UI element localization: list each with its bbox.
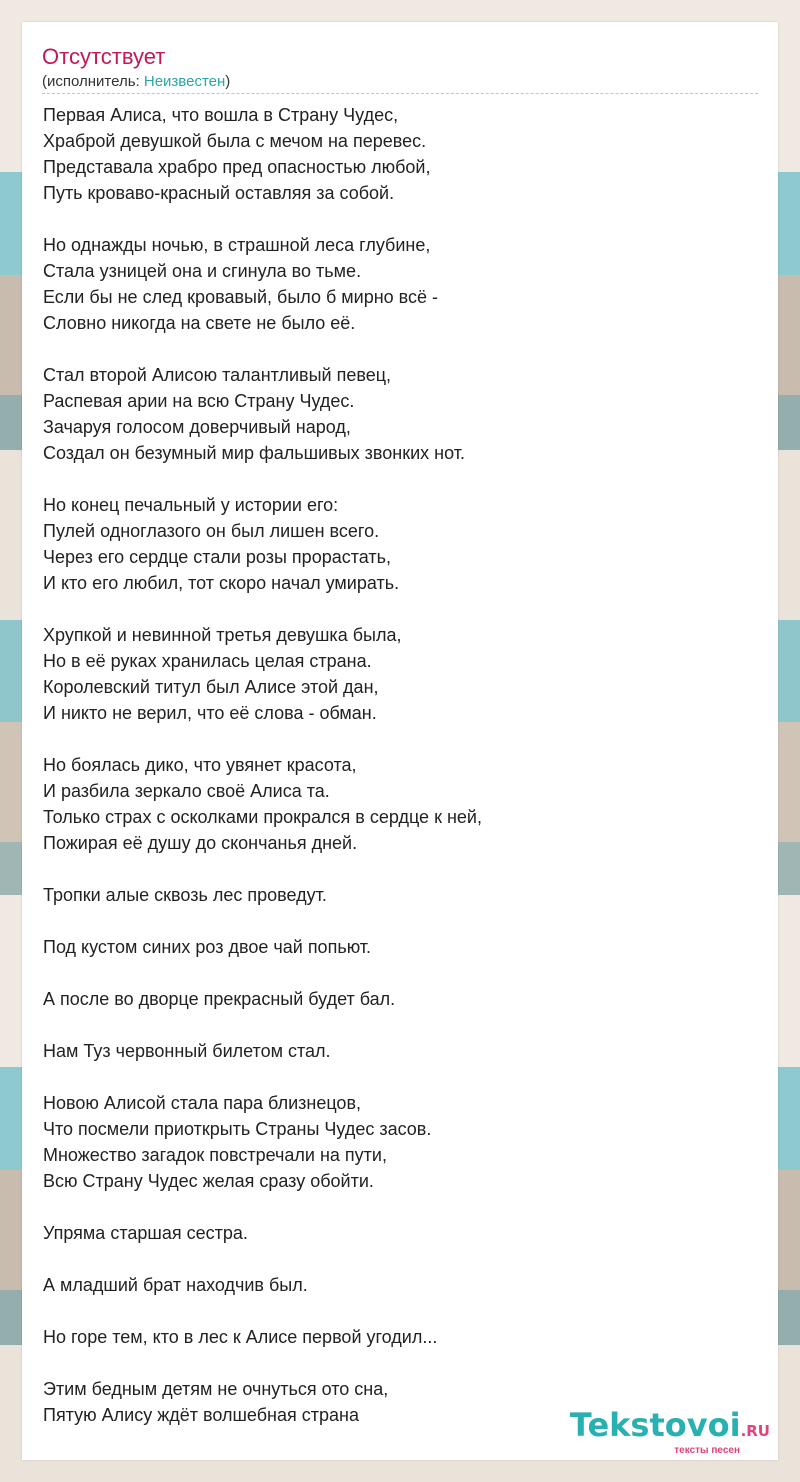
lyric-line: Пятую Алису ждёт волшебная страна	[43, 1405, 359, 1425]
lyric-line: Множество загадок повстречали на пути,	[43, 1145, 387, 1165]
artist-prefix: (исполнитель:	[42, 73, 144, 90]
lyric-line: Но конец печальный у истории его:	[43, 495, 339, 515]
lyric-line: Но в её руках хранилась целая страна.	[43, 651, 372, 671]
artist-link[interactable]: Неизвестен	[143, 73, 226, 90]
lyric-line: Если бы не след кровавый, было б мирно всё -	[43, 287, 439, 307]
lyric-line: Только страх с осколками прокрался в сердце к ней,	[43, 807, 482, 827]
stanza	[43, 1324, 758, 1350]
stanza	[43, 752, 758, 856]
lyric-line: Новою Алисой стала пара близнецов,	[43, 1093, 362, 1113]
logo-name: Tekstovoi	[569, 1406, 741, 1444]
stanza	[43, 362, 758, 466]
lyric-line: Создал он безумный мир фальшивых звонких нот.	[43, 443, 465, 463]
song-title: Отсутствует	[42, 44, 166, 69]
lyric-line: Стала узницей она и сгинула во тьме.	[43, 261, 362, 281]
artist-suffix: )	[225, 73, 231, 90]
lyric-line: А младший брат находчив был.	[43, 1275, 308, 1295]
lyric-line: Этим бедным детям не очнуться ото сна,	[43, 1379, 389, 1399]
stanza	[43, 492, 758, 596]
lyric-line: Всю Страну Чудес желая сразу обойти.	[43, 1171, 374, 1191]
lyric-line: Хрупкой и невинной третья девушка была,	[43, 625, 402, 645]
lyrics-text	[43, 102, 758, 1454]
logo-tagline: тексты песен	[674, 1445, 740, 1456]
lyric-line: Храброй девушкой была с мечом на перевес.	[43, 131, 427, 151]
lyric-line: Нам Туз червонный билетом стал.	[43, 1041, 331, 1061]
lyric-line: Путь кроваво-красный оставляя за собой.	[43, 183, 395, 203]
stanza	[43, 232, 758, 336]
lyric-line: Словно никогда на свете не было её.	[43, 313, 356, 333]
lyric-line: Королевский титул был Алисе этой дан,	[43, 677, 379, 697]
stanza	[43, 622, 758, 726]
lyric-line: Но однажды ночью, в страшной леса глубине,	[43, 235, 431, 255]
stanza	[43, 934, 758, 960]
lyric-line: Упряма старшая сестра.	[43, 1223, 248, 1243]
stanza	[43, 1038, 758, 1064]
lyric-line: Представала храбро пред опасностью любой,	[43, 157, 431, 177]
lyric-line: И кто его любил, тот скоро начал умирать.	[43, 573, 400, 593]
stanza	[43, 882, 758, 908]
title-divider	[42, 93, 758, 94]
site-logo[interactable]	[570, 1408, 770, 1456]
lyric-line: И разбила зеркало своё Алиса та.	[43, 781, 330, 801]
lyric-line: Первая Алиса, что вошла в Страну Чудес,	[43, 105, 399, 125]
stanza	[43, 102, 758, 206]
lyric-line: Под кустом синих роз двое чай попьют.	[43, 937, 372, 957]
stanza	[43, 1090, 758, 1194]
lyric-line: Зачаруя голосом доверчивый народ,	[43, 417, 351, 437]
lyrics-card	[22, 22, 778, 1460]
logo-tld: .RU	[740, 1422, 770, 1440]
stanza	[43, 1272, 758, 1298]
lyric-line: Но горе тем, кто в лес к Алисе первой угодил...	[43, 1327, 438, 1347]
lyric-line: Через его сердце стали розы прорастать,	[43, 547, 392, 567]
lyric-line: Что посмели приоткрыть Страны Чудес засов.	[43, 1119, 432, 1139]
lyric-line: Пожирая её душу до скончанья дней.	[43, 833, 358, 853]
lyric-line: Но боялась дико, что увянет красота,	[43, 755, 357, 775]
lyric-line: И никто не верил, что её слова - обман.	[43, 703, 377, 723]
lyric-line: Пулей одноглазого он был лишен всего.	[43, 521, 380, 541]
lyric-line: А после во дворце прекрасный будет бал.	[43, 989, 396, 1009]
stanza	[43, 1220, 758, 1246]
lyric-line: Распевая арии на всю Страну Чудес.	[43, 391, 355, 411]
stanza	[43, 986, 758, 1012]
logo-wordmark	[570, 1408, 770, 1448]
lyric-line: Тропки алые сквозь лес проведут.	[43, 885, 327, 905]
lyric-line: Стал второй Алисою талантливый певец,	[43, 365, 392, 385]
artist-line	[42, 72, 230, 92]
